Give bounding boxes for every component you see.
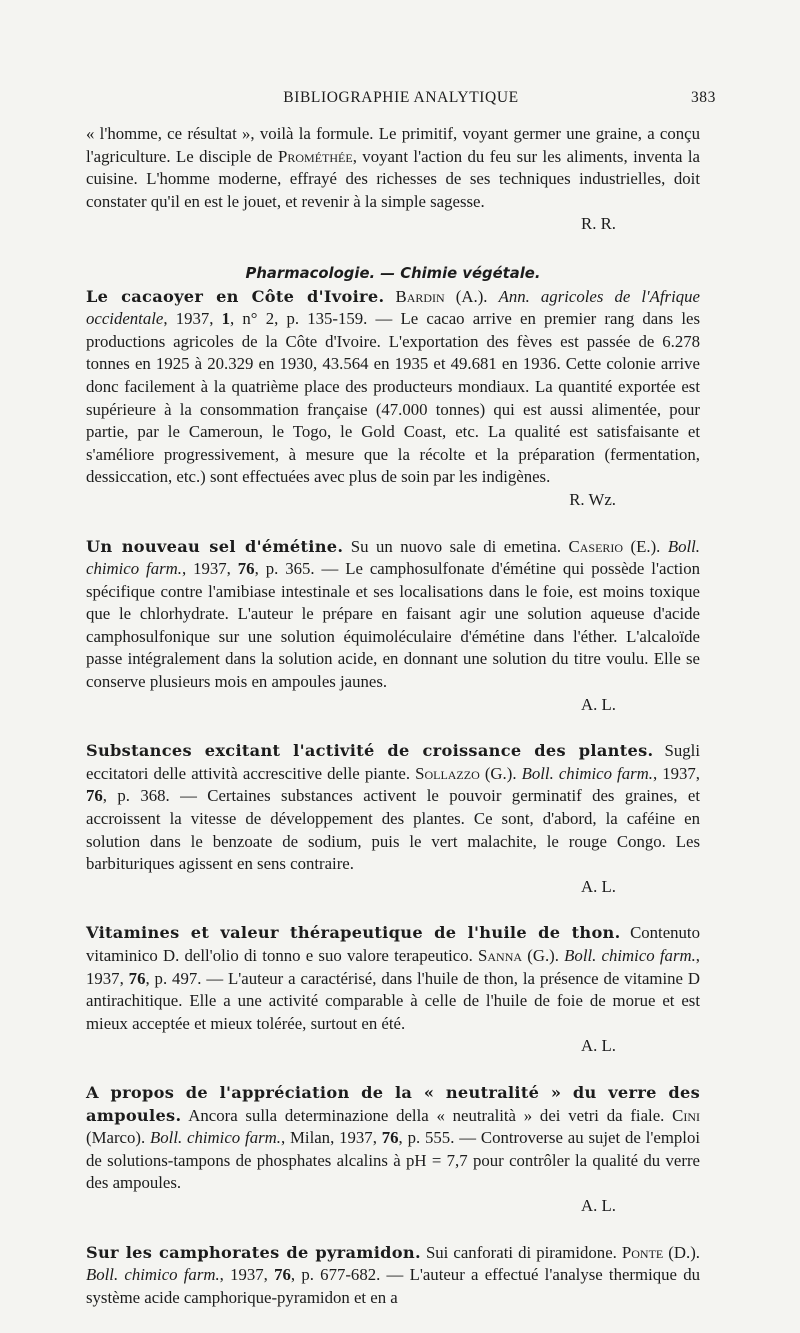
article-author-initial: (D.). [663, 1242, 700, 1262]
article-volume: 76 [274, 1265, 291, 1285]
article-author-initial: (A.). [444, 286, 499, 306]
article-ref-a: , 1937, [181, 559, 238, 579]
intro-prometheus: Prométhée [278, 146, 353, 166]
article-author-initial: (G.). [479, 763, 522, 783]
article-author-initial: (E.). [623, 536, 668, 556]
article-text [86, 286, 700, 489]
article-ref-b: , p. 365. — [254, 559, 346, 579]
page-content [86, 123, 700, 1333]
running-title: BIBLIOGRAPHIE ANALYTIQUE [283, 89, 519, 106]
article-ref-a: , 1937, [652, 763, 700, 783]
article-volume: 76 [128, 968, 146, 988]
intro-paragraph [86, 123, 700, 213]
article-ref-a: , 1937, [86, 946, 700, 988]
article-body: L'auteur a effectué l'analyse thermique du système acide camphorique-pyramidon et en a [86, 1265, 700, 1307]
article-subtitle: Su un nuovo sale di emetina. [343, 536, 569, 556]
article-body: Le cacao arrive en premier rang dans les productions agricoles de la Côte d'Ivoire. L'exportation des fèves est passée de 6.278 tonnes en 1925 à 20.329 en 1930, 43.564 en 1935 et 49.681 en 1936. Cette colonie arrive donc facilement à la quatrième place des producteurs mondiaux. La quantité exportée est supérieure à la consommation française (47.000 tonnes) qui est aussi alimentée, pour partie, par le Cameroun, le Togo, le Gold Coast, etc. La qualité est satisfaisante et s'améliore progressivement, à mesure que la récolte et la préparation (fermentation, dessiccation, etc.) sont effectuées avec plus de soin par les indigènes. [86, 309, 700, 487]
page-number: 383 [690, 89, 716, 106]
article-thon [86, 922, 700, 1058]
article-text [86, 922, 700, 1035]
article-ref-b: , p. 677-682. — [290, 1265, 410, 1285]
article-croissance [86, 740, 700, 898]
article-journal: Boll. chimico farm. [86, 536, 700, 579]
article-title: Substances excitant l'activité de croissance des plantes. [86, 741, 654, 761]
article-cacaoyer [86, 286, 700, 512]
article-subtitle: Ancora sulla determinazione della « neutralità » dei vetri da fiale. [181, 1105, 673, 1125]
article-journal: Ann. agricoles de l'Afrique occidentale [86, 286, 700, 329]
article-body: Controverse au sujet de l'emploi de solutions-tampons de phosphates alcalins à pH = 7,7 pour contrôler la qualité du verre des ampoules. [86, 1128, 701, 1193]
article-title: Sur les camphorates de pyramidon. [86, 1242, 421, 1262]
article-ref-b: , p. 497. — [145, 968, 229, 988]
article-ref-b: , p. 555. — [398, 1128, 481, 1148]
article-body: L'auteur a caractérisé, dans l'huile de thon, la présence de vitamine D antirachitique. Elle a une activité comparable à celle de l'huile de foie de morue et est mieux acceptée et mieux tolérée, surtout en été. [86, 968, 700, 1033]
article-author: Sollazzo [415, 763, 480, 783]
article-journal: Boll. chimico farm. [564, 946, 696, 965]
section-title: Pharmacologie. — Chimie végétale. [245, 264, 541, 282]
article-body: Le camphosulfonate d'émétine qui possède l'action spécifique contre l'amibiase intestinale et ses localisations dans le foie, est moins toxique que le chlorhydrate. L'auteur le prépare en faisant agir une solution aqueuse d'acide camphosulfonique sur une solution équimoléculaire d'émétine dans l'éther. L'alcaloïde passe intégralement dans la solution acide, en donnant une solution du titre voulu. Elle se conserve plusieurs mois en ampoules jaunes. [86, 559, 700, 692]
article-journal: Boll. chimico farm. [86, 1265, 220, 1285]
running-header [86, 89, 716, 113]
article-volume: 76 [86, 786, 103, 806]
article-title: A propos de l'appréciation de la « neutralité » du verre des ampoules. [86, 1082, 700, 1125]
article-ref-b: , n° 2, p. 135-159. — [230, 309, 401, 329]
article-volume: 76 [381, 1128, 399, 1148]
article-author: Ponte [621, 1242, 664, 1262]
article-subtitle: Sugli eccitatori delle attività accrescitive delle piante. [86, 741, 700, 783]
article-signature: R. Wz. [569, 489, 616, 509]
article-signature: A. L. [581, 876, 616, 896]
article-journal: Boll. chimico farm. [150, 1128, 281, 1148]
article-ref-a: , 1937, [219, 1265, 275, 1285]
article-subtitle: Contenuto vitaminico D. dell'olio di tonno e suo valore terapeutico. [86, 923, 700, 965]
article-author: Cini [672, 1105, 700, 1125]
article-title: Vitamines et valeur thérapeutique de l'huile de thon. [86, 923, 621, 943]
intro-signature: R. R. [581, 214, 616, 234]
article-pyramidon [86, 1242, 700, 1310]
article-author: Caserio [568, 536, 624, 556]
article-signature: A. L. [581, 694, 616, 714]
intro-text: « l'homme, ce résultat », voilà la formule. Le primitif, voyant germer une graine, a conçu l'agriculture. Le disciple de [86, 124, 700, 166]
article-text [86, 1242, 700, 1310]
article-text [86, 536, 700, 694]
article-body: Certaines substances activent le pouvoir germinatif des graines, et accroissent la vitesse de développement des plantes. Ce sont, d'abord, la caféine en solution dans le benzoate de sodium, puis le vert malachite, le rouge Congo. Les barbituriques agissent en sens contraire. [86, 786, 700, 874]
article-signature: A. L. [581, 1036, 616, 1056]
article-volume: 1 [221, 309, 231, 329]
article-title: Le cacaoyer en Côte d'Ivoire. [86, 286, 385, 306]
article-ref-a: , 1937, [163, 309, 222, 329]
article-author: Bardin [395, 286, 445, 306]
article-ref-b: , p. 368. — [102, 786, 208, 806]
article-author-initial: (G.). [522, 946, 565, 965]
article-volume: 76 [237, 559, 255, 579]
article-author: Sanna [478, 946, 523, 965]
article-text [86, 1082, 700, 1195]
article-signature: A. L. [581, 1195, 616, 1215]
article-ref-a: , Milan, 1937, [280, 1128, 382, 1148]
intro-text-2: , voyant l'action du feu sur les aliments, inventa la cuisine. L'homme moderne, effrayé des richesses de ses techniques industrielles, doit constater qu'il en est le jouet, et revenir à la simple sagesse. [86, 146, 701, 211]
article-author-initial: (Marco). [86, 1128, 151, 1148]
article-emetine [86, 536, 700, 717]
article-text [86, 740, 700, 876]
article-title: Un nouveau sel d'émétine. [86, 536, 344, 556]
article-subtitle: Sui canforati di piramidone. [420, 1242, 622, 1262]
article-journal: Boll. chimico farm. [521, 763, 653, 783]
article-ampoules [86, 1082, 700, 1218]
